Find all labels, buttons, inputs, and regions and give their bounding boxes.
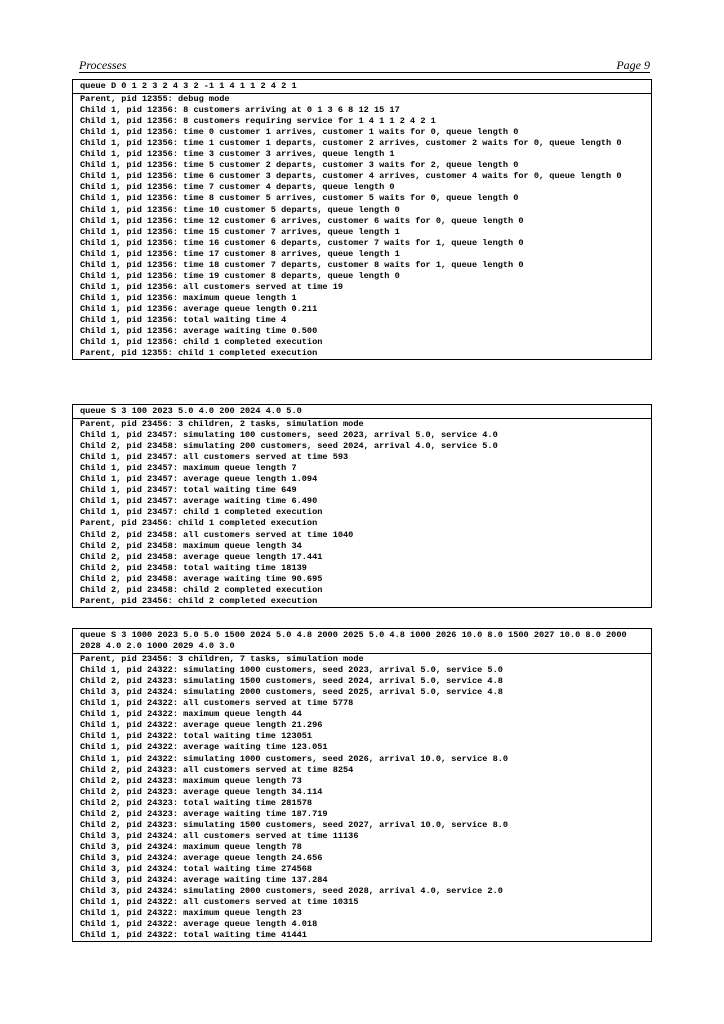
output-line: Child 1, pid 23457: average queue length 1.094: [80, 474, 318, 485]
output-line: Child 1, pid 12356: time 1 customer 1 departs, customer 2 arrives, customer 2 waits for 0, queue length 0: [80, 138, 622, 149]
page-header: [79, 58, 650, 72]
output-line: Child 1, pid 24322: total waiting time 41441: [80, 930, 307, 941]
output-line: Child 2, pid 24323: average waiting time 187.719: [80, 808, 328, 819]
output-line: Child 1, pid 23457: all customers served at time 593: [80, 452, 349, 463]
output-line: Child 2, pid 23458: total waiting time 18139: [80, 562, 307, 573]
output-line: Child 1, pid 24322: maximum queue length 44: [80, 709, 302, 720]
output-line: Parent, pid 23456: child 2 completed execution: [80, 595, 318, 606]
output-line: Child 1, pid 12356: average queue length 0.211: [80, 303, 318, 314]
output-line: Parent, pid 23456: 3 children, 2 tasks, simulation mode: [80, 419, 364, 430]
terminal-block-simulation-7-tasks: [72, 628, 652, 942]
output-line: Child 1, pid 24322: total waiting time 123051: [80, 731, 313, 742]
output-line: Child 1, pid 12356: 8 customers requiring service for 1 4 1 1 2 4 2 1: [80, 116, 436, 127]
output-line: Child 3, pid 24324: average waiting time 137.284: [80, 875, 328, 886]
output-lines: [73, 94, 651, 359]
terminal-block-simulation-2-tasks: [72, 404, 652, 608]
output-line: Child 1, pid 12356: 8 customers arriving at 0 1 3 6 8 12 15 17: [80, 105, 400, 116]
command-line: queue D 0 1 2 3 2 4 3 2 -1 1 4 1 1 2 4 2 1: [73, 80, 651, 94]
output-line: Child 1, pid 12356: time 15 customer 7 arrives, queue length 1: [80, 226, 400, 237]
output-line: Child 3, pid 24324: maximum queue length 78: [80, 841, 302, 852]
output-line: Child 1, pid 12356: time 18 customer 7 departs, customer 8 waits for 1, queue length 0: [80, 259, 524, 270]
output-line: Child 1, pid 23457: average waiting time 6.490: [80, 496, 318, 507]
output-line: Child 1, pid 12356: time 12 customer 6 arrives, customer 6 waits for 0, queue length 0: [80, 215, 524, 226]
output-line: Child 1, pid 12356: maximum queue length 1: [80, 292, 297, 303]
output-line: Child 1, pid 12356: average waiting time 0.500: [80, 326, 318, 337]
output-line: Child 1, pid 24322: all customers served at time 10315: [80, 897, 359, 908]
output-line: Child 1, pid 24322: simulating 1000 customers, seed 2023, arrival 5.0, service 5.0: [80, 665, 503, 676]
section-title: Processes: [79, 58, 127, 72]
output-line: Child 2, pid 23458: all customers served at time 1040: [80, 529, 354, 540]
terminal-block-debug: [72, 79, 652, 360]
page-number: Page 9: [616, 58, 650, 72]
output-line: Child 2, pid 23458: average waiting time 90.695: [80, 573, 323, 584]
output-line: Parent, pid 12355: child 1 completed execution: [80, 348, 318, 359]
output-line: Child 1, pid 24322: average queue length 21.296: [80, 720, 323, 731]
output-line: Child 1, pid 24322: maximum queue length 23: [80, 908, 302, 919]
output-line: Child 3, pid 24324: average queue length 24.656: [80, 852, 323, 863]
output-line: Child 2, pid 24323: simulating 1500 customers, seed 2024, arrival 5.0, service 4.8: [80, 676, 503, 687]
output-lines: [73, 654, 651, 941]
output-line: Child 2, pid 24323: average queue length 34.114: [80, 786, 323, 797]
output-line: Child 3, pid 24324: simulating 2000 customers, seed 2028, arrival 4.0, service 2.0: [80, 886, 503, 897]
output-line: Parent, pid 23456: 3 children, 7 tasks, simulation mode: [80, 654, 364, 665]
output-line: Child 1, pid 24322: all customers served at time 5778: [80, 698, 354, 709]
output-line: Child 1, pid 12356: time 19 customer 8 departs, queue length 0: [80, 270, 400, 281]
command-line: queue S 3 100 2023 5.0 4.0 200 2024 4.0 5.0: [73, 405, 651, 419]
output-line: Child 1, pid 12356: time 8 customer 5 arrives, customer 5 waits for 0, queue length 0: [80, 193, 519, 204]
output-line: Child 2, pid 24323: simulating 1500 customers, seed 2027, arrival 10.0, service 8.0: [80, 819, 509, 830]
output-line: Child 2, pid 23458: maximum queue length 34: [80, 540, 302, 551]
output-line: Child 2, pid 24323: all customers served at time 8254: [80, 764, 354, 775]
output-line: Child 1, pid 23457: child 1 completed execution: [80, 507, 323, 518]
output-line: Child 2, pid 24323: total waiting time 281578: [80, 797, 313, 808]
output-line: Child 2, pid 24323: maximum queue length 73: [80, 775, 302, 786]
output-line: Parent, pid 12355: debug mode: [80, 94, 230, 105]
output-line: Child 1, pid 12356: time 10 customer 5 departs, queue length 0: [80, 204, 400, 215]
output-line: Child 1, pid 12356: time 7 customer 4 departs, queue length 0: [80, 182, 395, 193]
output-line: Child 1, pid 12356: time 5 customer 2 departs, customer 3 waits for 2, queue length 0: [80, 160, 519, 171]
output-line: Parent, pid 23456: child 1 completed execution: [80, 518, 318, 529]
output-line: Child 1, pid 12356: time 0 customer 1 arrives, customer 1 waits for 0, queue length 0: [80, 127, 519, 138]
output-lines: [73, 419, 651, 607]
header-rule: [79, 72, 650, 73]
output-line: Child 1, pid 12356: time 3 customer 3 arrives, queue length 1: [80, 149, 395, 160]
output-line: Child 3, pid 24324: total waiting time 274568: [80, 863, 313, 874]
output-line: Child 1, pid 12356: total waiting time 4: [80, 314, 287, 325]
output-line: Child 1, pid 12356: child 1 completed execution: [80, 337, 323, 348]
output-line: Child 2, pid 23458: simulating 200 customers, seed 2024, arrival 4.0, service 5.0: [80, 441, 498, 452]
output-line: Child 1, pid 24322: simulating 1000 customers, seed 2026, arrival 10.0, service 8.0: [80, 753, 509, 764]
output-line: Child 1, pid 24322: average queue length 4.018: [80, 919, 318, 930]
output-line: Child 3, pid 24324: simulating 2000 customers, seed 2025, arrival 5.0, service 4.8: [80, 687, 503, 698]
output-line: Child 2, pid 23458: average queue length 17.441: [80, 551, 323, 562]
output-line: Child 1, pid 24322: average waiting time 123.051: [80, 742, 328, 753]
output-line: Child 1, pid 12356: time 6 customer 3 departs, customer 4 arrives, customer 4 waits for 0, queue length 0: [80, 171, 622, 182]
output-line: Child 1, pid 23457: maximum queue length 7: [80, 463, 297, 474]
output-line: Child 1, pid 23457: simulating 100 customers, seed 2023, arrival 5.0, service 4.0: [80, 430, 498, 441]
output-line: Child 1, pid 12356: time 17 customer 8 arrives, queue length 1: [80, 248, 400, 259]
output-line: Child 2, pid 23458: child 2 completed execution: [80, 584, 323, 595]
output-line: Child 3, pid 24324: all customers served at time 11136: [80, 830, 359, 841]
output-line: Child 1, pid 12356: all customers served at time 19: [80, 281, 344, 292]
output-line: Child 1, pid 12356: time 16 customer 6 departs, customer 7 waits for 1, queue length 0: [80, 237, 524, 248]
command-line: queue S 3 1000 2023 5.0 5.0 1500 2024 5.0 4.8 2000 2025 5.0 4.8 1000 2026 10.0 8.0 1500 2027 10.0 8.0 2000 2028 4.0 2.0 1000 2029 4.0 3.0: [73, 629, 651, 654]
output-line: Child 1, pid 23457: total waiting time 649: [80, 485, 297, 496]
